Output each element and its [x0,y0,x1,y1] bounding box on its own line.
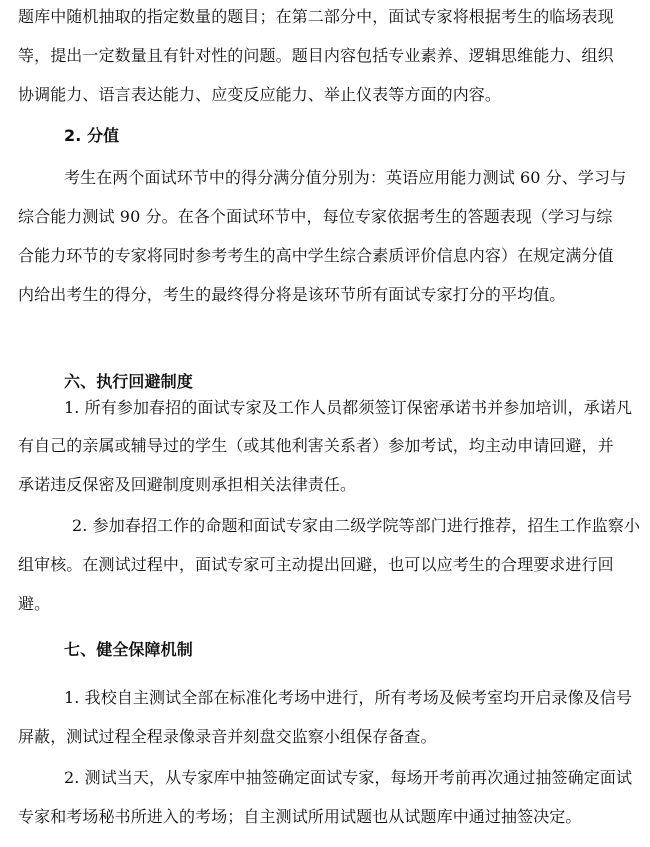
paragraph-line: 2. 测试当天，从专家库中抽签确定面试专家，每场开考前再次通过抽签确定面试 [64,768,633,787]
paragraph-line: 综合能力测试 90 分。在各个面试环节中，每位专家依据考生的答题表现（学习与综 [18,207,613,226]
paragraph-line: 2. 参加春招工作的命题和面试专家由二级学院等部门进行推荐，招生工作监察小 [72,516,641,535]
paragraph-line: 组审核。在测试过程中，面试专家可主动提出回避，也可以应考生的合理要求进行回 [18,555,614,574]
paragraph-line: 题库中随机抽取的指定数量的题目；在第二部分中，面试专家将根据考生的临场表现 [18,7,614,26]
section-heading-seven: 七、健全保障机制 [64,640,193,659]
paragraph-line: 屏蔽，测试过程全程录像录音并刻盘交监察小组保存备查。 [18,727,437,746]
paragraph-line: 1. 我校自主测试全部在标准化考场中进行，所有考场及候考室均开启录像及信号 [64,688,633,707]
paragraph-line: 有自己的亲属或辅导过的学生（或其他利害关系者）参加考试，均主动申请回避，并 [18,436,614,455]
paragraph-line: 承诺违反保密及回避制度则承担相关法律责任。 [18,475,357,494]
paragraph-line: 考生在两个面试环节中的得分满分值分别为：英语应用能力测试 60 分、学习与 [64,168,627,187]
paragraph-line: 等，提出一定数量且有针对性的问题。题目内容包括专业素养、逻辑思维能力、组织 [18,46,614,65]
paragraph-line: 专家和考场秘书所进入的考场；自主测试所用试题也从试题库中通过抽签决定。 [18,807,582,826]
paragraph-line: 1. 所有参加春招的面试专家及工作人员都须签订保密承诺书并参加培训，承诺凡 [64,398,633,417]
paragraph-line: 避。 [18,594,51,613]
subheading-score: 2. 分值 [64,126,120,145]
paragraph-line: 内给出考生的得分，考生的最终得分将是该环节所有面试专家打分的平均值。 [18,285,566,304]
paragraph-line: 合能力环节的专家将同时参考考生的高中学生综合素质评价信息内容）在规定满分值 [18,246,614,265]
section-heading-six: 六、执行回避制度 [64,372,193,391]
paragraph-line: 协调能力、语言表达能力、应变反应能力、举止仪表等方面的内容。 [18,85,502,104]
